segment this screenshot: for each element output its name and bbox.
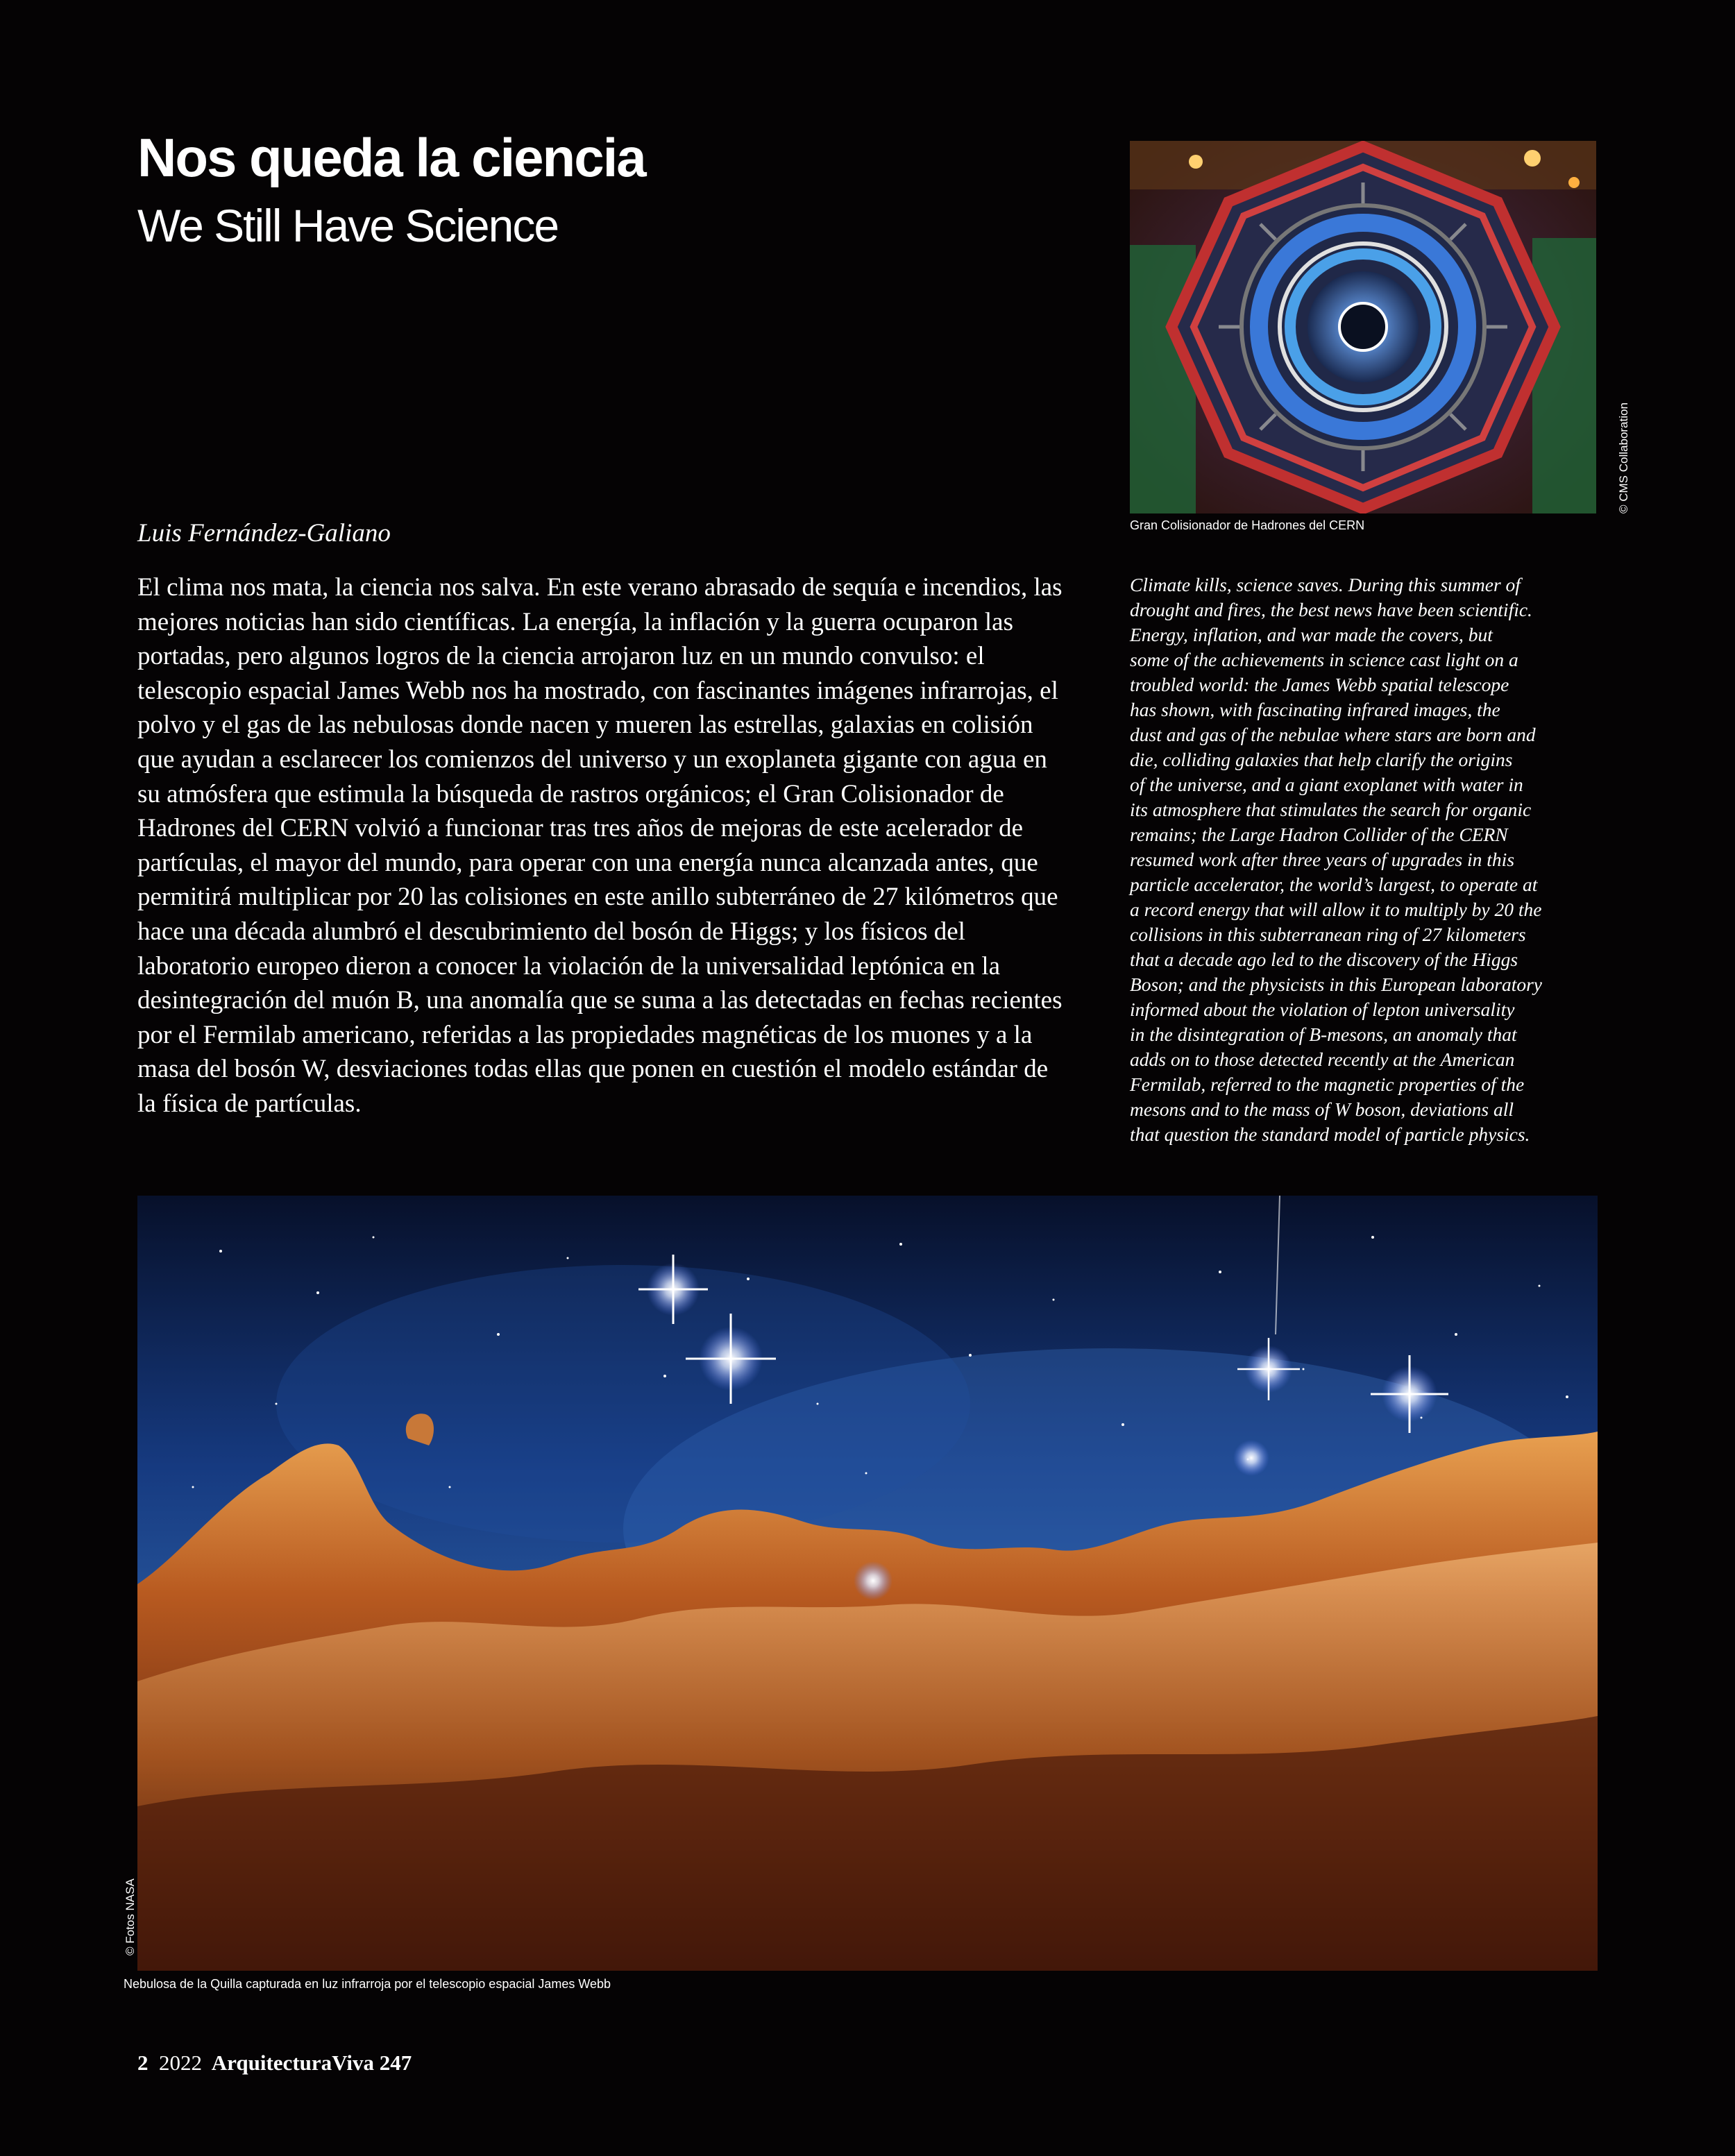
body-en-line: Energy, inflation, and war made the covers, but — [1130, 624, 1493, 645]
body-en-line: Fermilab, referred to the magnetic properties of the — [1130, 1073, 1525, 1095]
nebula-photo-credit: © Fotos NASA — [124, 1878, 137, 1955]
body-en-line: drought and fires, the best news have been scientific. — [1130, 599, 1532, 620]
body-en-line: remains; the Large Hadron Collider of the CERN — [1130, 824, 1508, 845]
body-en-line: die, colliding galaxies that help clarify the origins — [1130, 749, 1513, 770]
body-en-line: dust and gas of the nebulae where stars are born and — [1130, 724, 1536, 745]
body-en-line: a record energy that will allow it to multiply by 20 the — [1130, 899, 1542, 920]
body-en-line: some of the achievements in science cast light on a — [1130, 649, 1518, 670]
body-en-line: has shown, with fascinating infrared images, the — [1130, 699, 1500, 720]
body-en-line: Climate kills, science saves. During this summer of — [1130, 574, 1521, 595]
page-title: Nos queda la ciencia — [137, 127, 645, 188]
page-subtitle: We Still Have Science — [137, 200, 559, 251]
magazine-name: ArquitecturaViva 247 — [211, 2051, 412, 2075]
body-en-line: particle accelerator, the world’s largest, to operate at — [1130, 874, 1538, 895]
footer-year: 2022 — [159, 2051, 202, 2075]
body-en-line: adds on to those detected recently at the American — [1130, 1049, 1515, 1070]
author-name: Luis Fernández-Galiano — [137, 519, 391, 548]
body-en-line: troubled world: the James Webb spatial telescope — [1130, 674, 1509, 695]
body-text-english — [1130, 572, 1599, 1147]
body-en-line: that a decade ago led to the discovery of the Higgs — [1130, 949, 1518, 970]
body-en-line: its atmosphere that stimulates the search for organic — [1130, 799, 1532, 820]
body-en-line: Boson; and the physicists in this European laboratory — [1130, 974, 1543, 995]
page-footer — [137, 2051, 412, 2076]
body-en-line: that question the standard model of particle physics. — [1130, 1123, 1530, 1145]
page-number: 2 — [137, 2051, 149, 2075]
body-text-spanish: El clima nos mata, la ciencia nos salva. En este verano abrasado de sequía e incendios, las mejores noticias han sido científicas. La energía, la inflación y la guerra ocuparon las portadas, pero algunos logros de la ciencia arrojaron luz en un mundo convulso: el telescopio espacial James Webb nos ha mostrado, con fascinantes imágenes infrarrojas, el polvo y el gas de las nebulosas donde nacen y mueren las estrellas, galaxias en colisión que ayudan a esclarecer los comienzos del universo y un exoplaneta gigante con agua en su atmósfera que estimula la búsqueda de rastros orgánicos; el Gran Colisionador de Hadrones del CERN volvió a funcionar tras tres años de mejoras de este acelerador de partículas, el mayor del mundo, para operar con una energía nunca alcanzada antes, que permitirá multiplicar por 20 las colisiones en este anillo subterráneo de 27 kilómetros que hace una década alumbró el descubrimiento del bosón de Higgs; y los físicos del laboratorio europeo dieron a conocer la violación de la universalidad leptónica en la desintegración del muón B, una anomalía que se suma a las detectadas en fechas recientes por el Fermilab americano, referidas a las propiedades magnéticas de los muones y a la masa del bosón W, desviaciones todas ellas que ponen en cuestión el modelo estándar de la física de partículas. — [137, 573, 1063, 1118]
body-en-line: resumed work after three years of upgrades in this — [1130, 849, 1515, 870]
body-en-line: collisions in this subterranean ring of 27 kilometers — [1130, 924, 1526, 945]
cern-detector-photo — [1130, 141, 1596, 513]
body-en-line: of the universe, and a giant exoplanet with water in — [1130, 774, 1523, 795]
nebula-photo-caption: Nebulosa de la Quilla capturada en luz infrarroja por el telescopio espacial James Webb — [124, 1977, 611, 1991]
nebula-photo — [137, 1196, 1598, 1971]
cern-photo-caption: Gran Colisionador de Hadrones del CERN — [1130, 518, 1365, 532]
cern-photo-credit: © CMS Collaboration — [1617, 402, 1630, 513]
body-en-line: informed about the violation of lepton universality — [1130, 999, 1515, 1020]
body-en-line: mesons and to the mass of W boson, deviations all — [1130, 1098, 1514, 1120]
body-en-line: in the disintegration of B-mesons, an anomaly that — [1130, 1024, 1517, 1045]
